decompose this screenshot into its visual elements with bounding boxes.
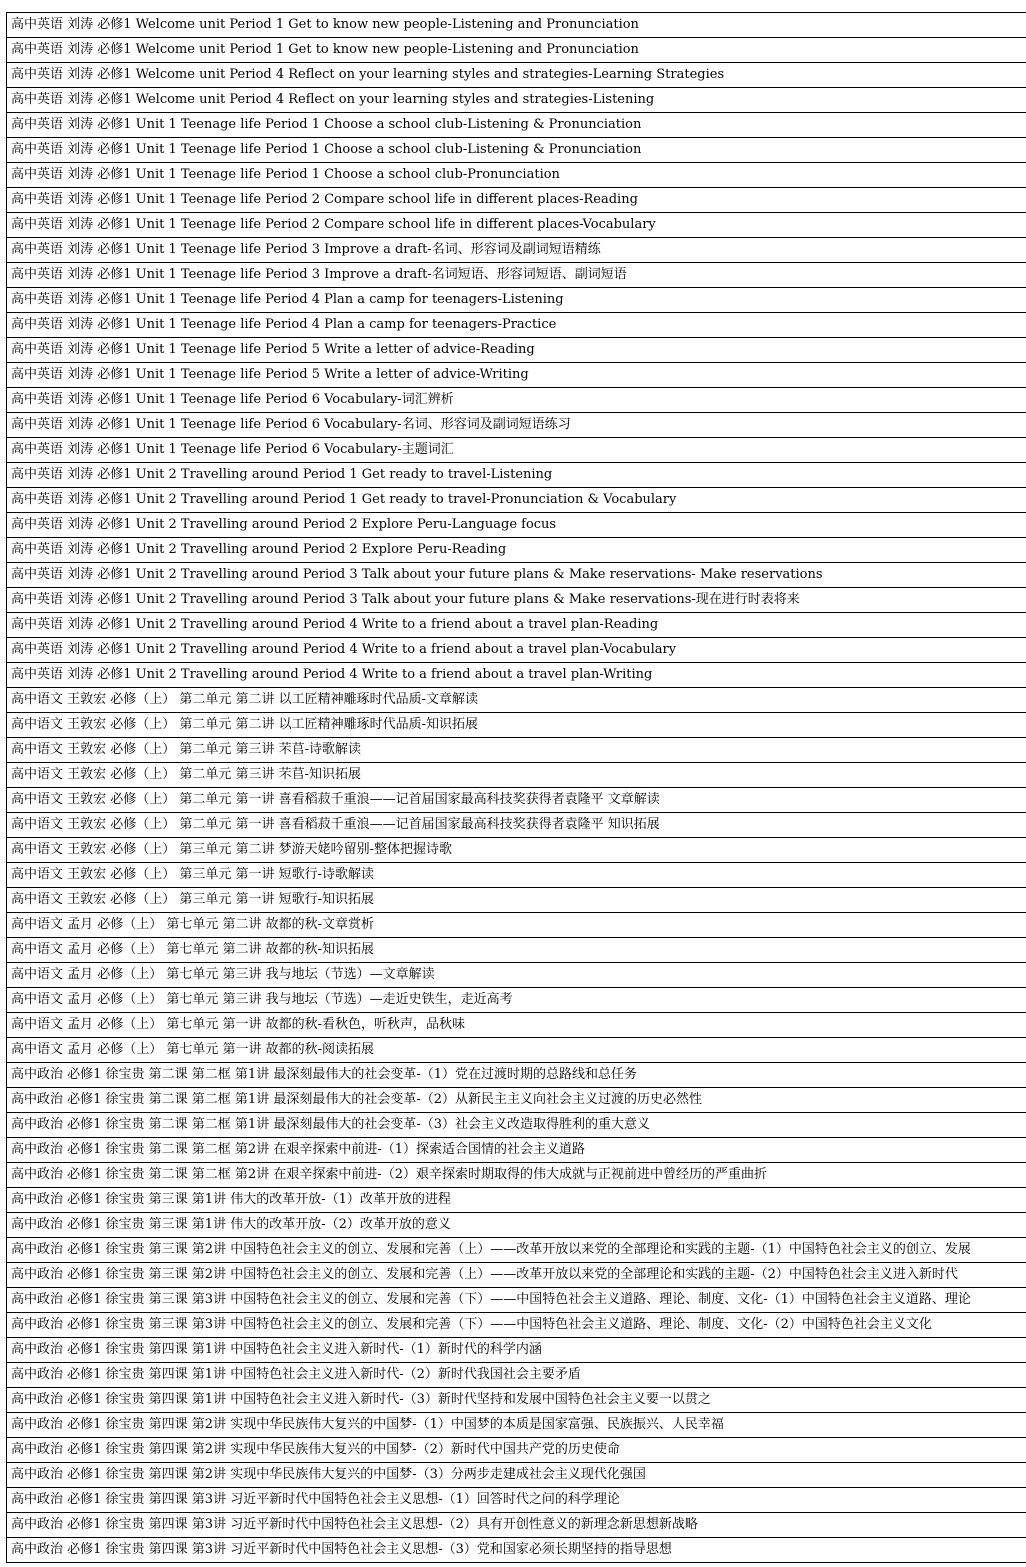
table-row <box>7 938 1026 963</box>
table-row <box>7 638 1026 663</box>
table-row <box>7 838 1026 863</box>
course-title-cell: 高中英语 刘涛 必修1 Unit 2 Travelling around Period 1 Get ready to travel-Listening <box>11 467 553 482</box>
table-row <box>7 1063 1026 1088</box>
course-title-cell: 高中英语 刘涛 必修1 Unit 2 Travelling around Period 4 Write to a friend about a travel plan-Writing <box>11 667 653 682</box>
course-title-cell: 高中语文 孟月 必修（上） 第七单元 第三讲 我与地坛（节选）—走近史铁生，走近高考 <box>11 992 513 1007</box>
table-row <box>7 1013 1026 1038</box>
course-title-cell: 高中政治 必修1 徐宝贵 第四课 第3讲 习近平新时代中国特色社会主义思想-（1）回答时代之问的科学理论 <box>11 1492 620 1507</box>
course-title-cell: 高中政治 必修1 徐宝贵 第二课 第二框 第1讲 最深刻最伟大的社会变革-（1）党在过渡时期的总路线和总任务 <box>11 1067 638 1082</box>
course-title-cell: 高中语文 王敦宏 必修（上） 第二单元 第二讲 以工匠精神雕琢时代品质-知识拓展 <box>11 717 479 732</box>
table-row <box>7 388 1026 413</box>
course-title-cell: 高中英语 刘涛 必修1 Unit 1 Teenage life Period 6 Vocabulary-主题词汇 <box>11 442 454 457</box>
table-row <box>7 463 1026 488</box>
course-title-cell: 高中政治 必修1 徐宝贵 第四课 第2讲 实现中华民族伟大复兴的中国梦-（2）新时代中国共产党的历史使命 <box>11 1442 620 1457</box>
course-title-cell: 高中语文 王敦宏 必修（上） 第三单元 第一讲 短歌行-知识拓展 <box>11 892 375 907</box>
course-title-cell: 高中政治 必修1 徐宝贵 第四课 第1讲 中国特色社会主义进入新时代-（1）新时代的科学内涵 <box>11 1342 542 1357</box>
course-title-cell: 高中政治 必修1 徐宝贵 第三课 第2讲 中国特色社会主义的创立、发展和完善（上）——改革开放以来党的全部理论和实践的主题-（2）中国特色社会主义进入新时代 <box>11 1267 958 1282</box>
course-title-cell: 高中英语 刘涛 必修1 Unit 2 Travelling around Period 2 Explore Peru-Reading <box>11 542 507 557</box>
course-title-cell: 高中英语 刘涛 必修1 Unit 2 Travelling around Period 1 Get ready to travel-Pronunciation & Vocabulary <box>11 492 677 507</box>
course-title-cell: 高中政治 必修1 徐宝贵 第三课 第3讲 中国特色社会主义的创立、发展和完善（下）——中国特色社会主义道路、理论、制度、文化-（1）中国特色社会主义道路、理论 <box>11 1292 971 1307</box>
table-row <box>7 963 1026 988</box>
table-row <box>7 188 1026 213</box>
course-title-cell: 高中政治 必修1 徐宝贵 第二课 第二框 第1讲 最深刻最伟大的社会变革-（2）从新民主主义向社会主义过渡的历史必然性 <box>11 1092 703 1107</box>
table-row <box>7 1263 1026 1288</box>
table-row <box>7 1038 1026 1063</box>
table-row <box>7 438 1026 463</box>
table-row <box>7 88 1026 113</box>
course-title-cell: 高中英语 刘涛 必修1 Unit 1 Teenage life Period 6 Vocabulary-名词、形容词及副词短语练习 <box>11 417 571 432</box>
course-title-cell: 高中政治 必修1 徐宝贵 第四课 第2讲 实现中华民族伟大复兴的中国梦-（1）中国梦的本质是国家富强、民族振兴、人民幸福 <box>11 1417 724 1432</box>
table-row <box>7 588 1026 613</box>
course-title-cell: 高中政治 必修1 徐宝贵 第二课 第二框 第2讲 在艰辛探索中前进-（1）探索适合国情的社会主义道路 <box>11 1142 586 1157</box>
table-row <box>7 863 1026 888</box>
course-title-cell: 高中英语 刘涛 必修1 Unit 1 Teenage life Period 4 Plan a camp for teenagers-Listening <box>11 292 564 307</box>
course-title-cell: 高中英语 刘涛 必修1 Welcome unit Period 1 Get to know new people-Listening and Pronunciation <box>11 17 639 32</box>
table-row <box>7 313 1026 338</box>
table-row <box>7 38 1026 63</box>
table-row <box>7 1288 1026 1313</box>
table-row <box>7 763 1026 788</box>
course-title-cell: 高中英语 刘涛 必修1 Unit 2 Travelling around Period 2 Explore Peru-Language focus <box>11 517 557 532</box>
course-title-cell: 高中英语 刘涛 必修1 Unit 1 Teenage life Period 1 Choose a school club-Listening & Pronunciation <box>11 142 642 157</box>
table-row <box>7 238 1026 263</box>
table-row <box>7 913 1026 938</box>
course-title-cell: 高中英语 刘涛 必修1 Unit 2 Travelling around Period 3 Talk about your future plans & Make reservations-现在进行时表将来 <box>11 592 800 607</box>
table-row <box>7 738 1026 763</box>
table-row <box>7 1388 1026 1413</box>
table-row <box>7 1138 1026 1163</box>
course-title-cell: 高中政治 必修1 徐宝贵 第二课 第二框 第1讲 最深刻最伟大的社会变革-（3）社会主义改造取得胜利的重大意义 <box>11 1117 651 1132</box>
table-row <box>7 613 1026 638</box>
course-title-cell: 高中语文 王敦宏 必修（上） 第二单元 第二讲 以工匠精神雕琢时代品质-文章解读 <box>11 692 479 707</box>
table-row <box>7 213 1026 238</box>
course-title-cell: 高中英语 刘涛 必修1 Unit 1 Teenage life Period 4 Plan a camp for teenagers-Practice <box>11 317 557 332</box>
table-row <box>7 163 1026 188</box>
course-title-cell: 高中政治 必修1 徐宝贵 第四课 第2讲 实现中华民族伟大复兴的中国梦-（3）分两步走建成社会主义现代化强国 <box>11 1467 646 1482</box>
course-title-cell: 高中政治 必修1 徐宝贵 第四课 第3讲 习近平新时代中国特色社会主义思想-（2）具有开创性意义的新理念新思想新战略 <box>11 1517 698 1532</box>
course-title-cell: 高中语文 王敦宏 必修（上） 第二单元 第三讲 芣苢-诗歌解读 <box>11 742 362 757</box>
course-title-cell: 高中英语 刘涛 必修1 Unit 1 Teenage life Period 2 Compare school life in different places-Reading <box>11 192 638 207</box>
table-row <box>7 1488 1026 1513</box>
table-row <box>7 1363 1026 1388</box>
table-row <box>7 1438 1026 1463</box>
course-list-table <box>6 12 1026 1563</box>
table-row <box>7 1463 1026 1488</box>
table-row <box>7 488 1026 513</box>
table-row <box>7 1213 1026 1238</box>
table-row <box>7 513 1026 538</box>
table-row <box>7 1313 1026 1338</box>
course-title-cell: 高中英语 刘涛 必修1 Unit 1 Teenage life Period 6 Vocabulary-词汇辨析 <box>11 392 454 407</box>
table-row <box>7 1413 1026 1438</box>
course-title-cell: 高中语文 孟月 必修（上） 第七单元 第三讲 我与地坛（节选）—文章解读 <box>11 967 435 982</box>
table-row <box>7 888 1026 913</box>
table-row <box>7 1238 1026 1263</box>
course-title-cell: 高中政治 必修1 徐宝贵 第三课 第1讲 伟大的改革开放-（1）改革开放的进程 <box>11 1192 451 1207</box>
table-row <box>7 688 1026 713</box>
table-row <box>7 563 1026 588</box>
course-title-cell: 高中英语 刘涛 必修1 Unit 2 Travelling around Period 4 Write to a friend about a travel plan-Reading <box>11 617 659 632</box>
course-title-cell: 高中政治 必修1 徐宝贵 第三课 第3讲 中国特色社会主义的创立、发展和完善（下）——中国特色社会主义道路、理论、制度、文化-（2）中国特色社会主义文化 <box>11 1317 932 1332</box>
course-title-cell: 高中政治 必修1 徐宝贵 第四课 第1讲 中国特色社会主义进入新时代-（2）新时代我国社会主要矛盾 <box>11 1367 581 1382</box>
table-row <box>7 1188 1026 1213</box>
table-row <box>7 788 1026 813</box>
course-title-cell: 高中语文 王敦宏 必修（上） 第二单元 第一讲 喜看稻菽千重浪——记首届国家最高科技奖获得者袁隆平 文章解读 <box>11 792 660 807</box>
course-title-cell: 高中语文 孟月 必修（上） 第七单元 第一讲 故都的秋-看秋色，听秋声，品秋味 <box>11 1017 466 1032</box>
table-row <box>7 338 1026 363</box>
course-title-cell: 高中政治 必修1 徐宝贵 第二课 第二框 第2讲 在艰辛探索中前进-（2）艰辛探索时期取得的伟大成就与正视前进中曾经历的严重曲折 <box>11 1167 768 1182</box>
table-row <box>7 63 1026 88</box>
course-title-cell: 高中政治 必修1 徐宝贵 第四课 第1讲 中国特色社会主义进入新时代-（3）新时代坚持和发展中国特色社会主义要一以贯之 <box>11 1392 711 1407</box>
table-row <box>7 288 1026 313</box>
course-title-cell: 高中语文 王敦宏 必修（上） 第三单元 第二讲 梦游天姥吟留别-整体把握诗歌 <box>11 842 453 857</box>
course-title-cell: 高中英语 刘涛 必修1 Unit 1 Teenage life Period 5 Write a letter of advice-Reading <box>11 342 535 357</box>
course-title-cell: 高中语文 孟月 必修（上） 第七单元 第二讲 故都的秋-知识拓展 <box>11 942 375 957</box>
course-title-cell: 高中政治 必修1 徐宝贵 第四课 第3讲 习近平新时代中国特色社会主义思想-（3）党和国家必须长期坚持的指导思想 <box>11 1542 672 1557</box>
table-row <box>7 1538 1026 1563</box>
table-row <box>7 413 1026 438</box>
table-row <box>7 113 1026 138</box>
course-title-cell: 高中英语 刘涛 必修1 Unit 1 Teenage life Period 1 Choose a school club-Pronunciation <box>11 167 560 182</box>
course-title-cell: 高中英语 刘涛 必修1 Unit 1 Teenage life Period 3 Improve a draft-名词短语、形容词短语、副词短语 <box>11 267 627 282</box>
course-title-cell: 高中政治 必修1 徐宝贵 第三课 第1讲 伟大的改革开放-（2）改革开放的意义 <box>11 1217 451 1232</box>
course-title-cell: 高中英语 刘涛 必修1 Unit 1 Teenage life Period 2 Compare school life in different places-Vocabulary <box>11 217 656 232</box>
course-title-cell: 高中语文 王敦宏 必修（上） 第二单元 第三讲 芣苢-知识拓展 <box>11 767 362 782</box>
table-row <box>7 363 1026 388</box>
course-title-cell: 高中语文 孟月 必修（上） 第七单元 第一讲 故都的秋-阅读拓展 <box>11 1042 375 1057</box>
course-title-cell: 高中语文 孟月 必修（上） 第七单元 第二讲 故都的秋-文章赏析 <box>11 917 375 932</box>
course-title-cell: 高中语文 王敦宏 必修（上） 第二单元 第一讲 喜看稻菽千重浪——记首届国家最高科技奖获得者袁隆平 知识拓展 <box>11 817 660 832</box>
course-title-cell: 高中政治 必修1 徐宝贵 第三课 第2讲 中国特色社会主义的创立、发展和完善（上）——改革开放以来党的全部理论和实践的主题-（1）中国特色社会主义的创立、发展 <box>11 1242 971 1257</box>
table-row <box>7 1113 1026 1138</box>
course-title-cell: 高中英语 刘涛 必修1 Unit 1 Teenage life Period 3 Improve a draft-名词、形容词及副词短语精练 <box>11 242 601 257</box>
table-row <box>7 713 1026 738</box>
course-title-cell: 高中英语 刘涛 必修1 Welcome unit Period 4 Reflect on your learning styles and strategies-Listening <box>11 92 655 107</box>
course-title-cell: 高中英语 刘涛 必修1 Unit 1 Teenage life Period 1 Choose a school club-Listening & Pronunciation <box>11 117 642 132</box>
table-row <box>7 538 1026 563</box>
table-row <box>7 663 1026 688</box>
course-title-cell: 高中英语 刘涛 必修1 Unit 1 Teenage life Period 5 Write a letter of advice-Writing <box>11 367 529 382</box>
course-title-cell: 高中语文 王敦宏 必修（上） 第三单元 第一讲 短歌行-诗歌解读 <box>11 867 375 882</box>
table-row <box>7 1163 1026 1188</box>
table-row <box>7 263 1026 288</box>
course-title-cell: 高中英语 刘涛 必修1 Unit 2 Travelling around Period 3 Talk about your future plans & Make reservations- Make reservations <box>11 567 823 582</box>
course-title-cell: 高中英语 刘涛 必修1 Welcome unit Period 4 Reflect on your learning styles and strategies-Learning Strategies <box>11 67 725 82</box>
table-row <box>7 1088 1026 1113</box>
table-row <box>7 1513 1026 1538</box>
table-row <box>7 138 1026 163</box>
table-row <box>7 13 1026 38</box>
table-row <box>7 1338 1026 1363</box>
table-row <box>7 988 1026 1013</box>
table-row <box>7 813 1026 838</box>
course-title-cell: 高中英语 刘涛 必修1 Unit 2 Travelling around Period 4 Write to a friend about a travel plan-Vocabulary <box>11 642 677 657</box>
course-title-cell: 高中英语 刘涛 必修1 Welcome unit Period 1 Get to know new people-Listening and Pronunciation <box>11 42 639 57</box>
